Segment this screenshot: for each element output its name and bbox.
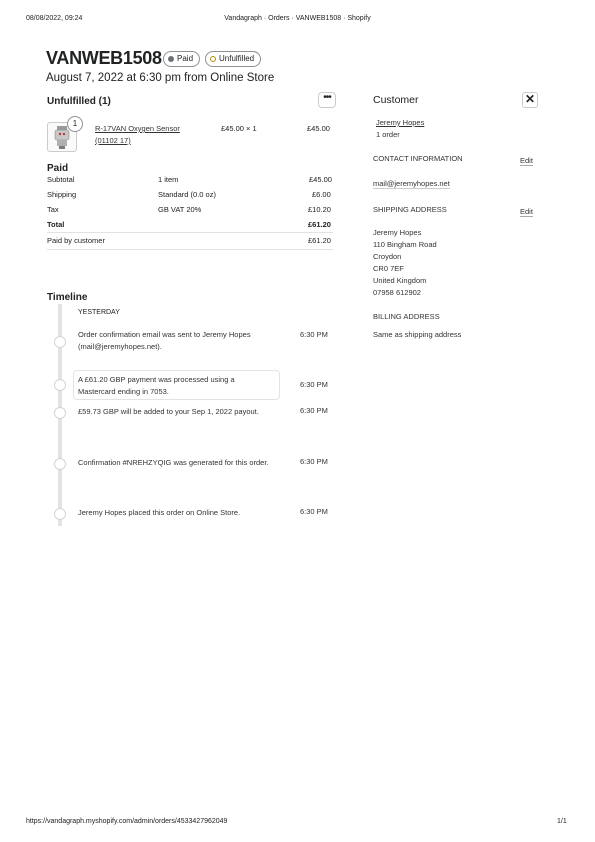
subtotal-label: Subtotal — [47, 175, 75, 184]
print-page-number: 1/1 — [557, 818, 567, 825]
tax-amount: £10.20 — [308, 205, 331, 214]
shipping-line: United Kingdom — [373, 276, 427, 285]
shipping-detail: Standard (0.0 oz) — [158, 190, 216, 199]
paid-badge — [163, 51, 200, 67]
timeline-event-time: 6:30 PM — [300, 330, 328, 339]
customer-heading: Customer — [373, 94, 419, 106]
timeline-dot-icon — [54, 407, 66, 419]
customer-order-count: 1 order — [376, 130, 400, 139]
timeline-dot-icon — [54, 336, 66, 348]
total-label: Total — [47, 220, 65, 229]
customer-email-link[interactable]: mail@jeremyhopes.net — [373, 179, 450, 188]
timeline-event-time: 6:30 PM — [300, 406, 328, 415]
unfulfilled-heading: Unfulfilled (1) — [47, 96, 111, 107]
remove-customer-button[interactable] — [522, 92, 538, 108]
product-name-link[interactable]: R-17VAN Oxygen Sensor — [95, 124, 180, 133]
payment-heading: Paid — [47, 163, 69, 174]
edit-contact-button[interactable]: Edit — [520, 156, 533, 165]
print-page-title: Vandagraph · Orders · VANWEB1508 · Shopify — [224, 15, 371, 22]
timeline-event: Confirmation #NREHZYQIG was generated for this order. — [78, 458, 269, 467]
total-amount: £61.20 — [308, 220, 331, 229]
timeline-event: Order confirmation email was sent to Jeremy Hopes (mail@jeremyhopes.net). — [78, 330, 251, 351]
billing-address-text: Same as shipping address — [373, 330, 462, 339]
contact-info-heading: CONTACT INFORMATION — [373, 154, 463, 163]
print-url: https://vandagraph.myshopify.com/admin/orders/4533427962049 — [26, 818, 228, 825]
tax-detail: GB VAT 20% — [158, 205, 202, 214]
shipping-phone: 07958 612902 — [373, 288, 421, 297]
status-dot-icon — [168, 56, 174, 62]
status-ring-icon — [210, 56, 216, 62]
ellipsis-icon: ••• — [323, 92, 331, 103]
timeline-event: £59.73 GBP will be added to your Sep 1, 2022 payout. — [78, 407, 259, 416]
shipping-line: Croydon — [373, 252, 402, 261]
product-line-total: £45.00 — [307, 124, 330, 133]
timeline-event-time: 6:30 PM — [300, 457, 328, 466]
shipping-amount: £6.00 — [312, 190, 331, 199]
customer-name-link[interactable]: Jeremy Hopes — [376, 118, 425, 127]
paid-by-customer-amount: £61.20 — [308, 236, 331, 245]
product-sku[interactable]: (01102 17) — [95, 136, 131, 145]
shipping-line: CR0 7EF — [373, 264, 404, 273]
timeline-day-label: YESTERDAY — [78, 309, 120, 316]
timeline-event-time: 6:30 PM — [300, 507, 328, 516]
edit-shipping-button[interactable]: Edit — [520, 207, 533, 216]
shipping-line: 110 Bingham Road — [373, 240, 437, 249]
timeline-dot-icon — [54, 379, 66, 391]
timeline-heading: Timeline — [47, 292, 88, 303]
timeline-event-time: 6:30 PM — [300, 380, 328, 389]
unfulfilled-badge — [205, 51, 261, 67]
timeline-event: Jeremy Hopes placed this order on Online Store. — [78, 508, 241, 517]
order-title: VANWEB1508 — [46, 48, 162, 68]
timeline-dot-icon — [54, 458, 66, 470]
divider — [47, 249, 333, 250]
timeline-event: A £61.20 GBP payment was processed using a Mastercard ending in 7053. — [78, 375, 235, 396]
paid-by-customer-label: Paid by customer — [47, 236, 105, 245]
product-unit-price: £45.00 × 1 — [221, 124, 257, 133]
paid-badge-label: Paid — [177, 54, 194, 63]
print-datetime: 08/08/2022, 09:24 — [26, 15, 83, 22]
timeline-dot-icon — [54, 508, 66, 520]
billing-address-heading: BILLING ADDRESS — [373, 312, 440, 321]
divider — [47, 232, 333, 233]
more-actions-button[interactable] — [318, 92, 336, 108]
tax-label: Tax — [47, 205, 59, 214]
shipping-label: Shipping — [47, 190, 77, 199]
shipping-address-heading: SHIPPING ADDRESS — [373, 205, 447, 214]
close-icon: ✕ — [524, 92, 536, 106]
order-subtitle: August 7, 2022 at 6:30 pm from Online Store — [46, 72, 275, 84]
quantity-badge: 1 — [67, 116, 83, 132]
subtotal-detail: 1 item — [158, 175, 179, 184]
subtotal-amount: £45.00 — [309, 175, 332, 184]
unfulfilled-badge-label: Unfulfilled — [219, 54, 255, 63]
shipping-line: Jeremy Hopes — [373, 228, 422, 237]
